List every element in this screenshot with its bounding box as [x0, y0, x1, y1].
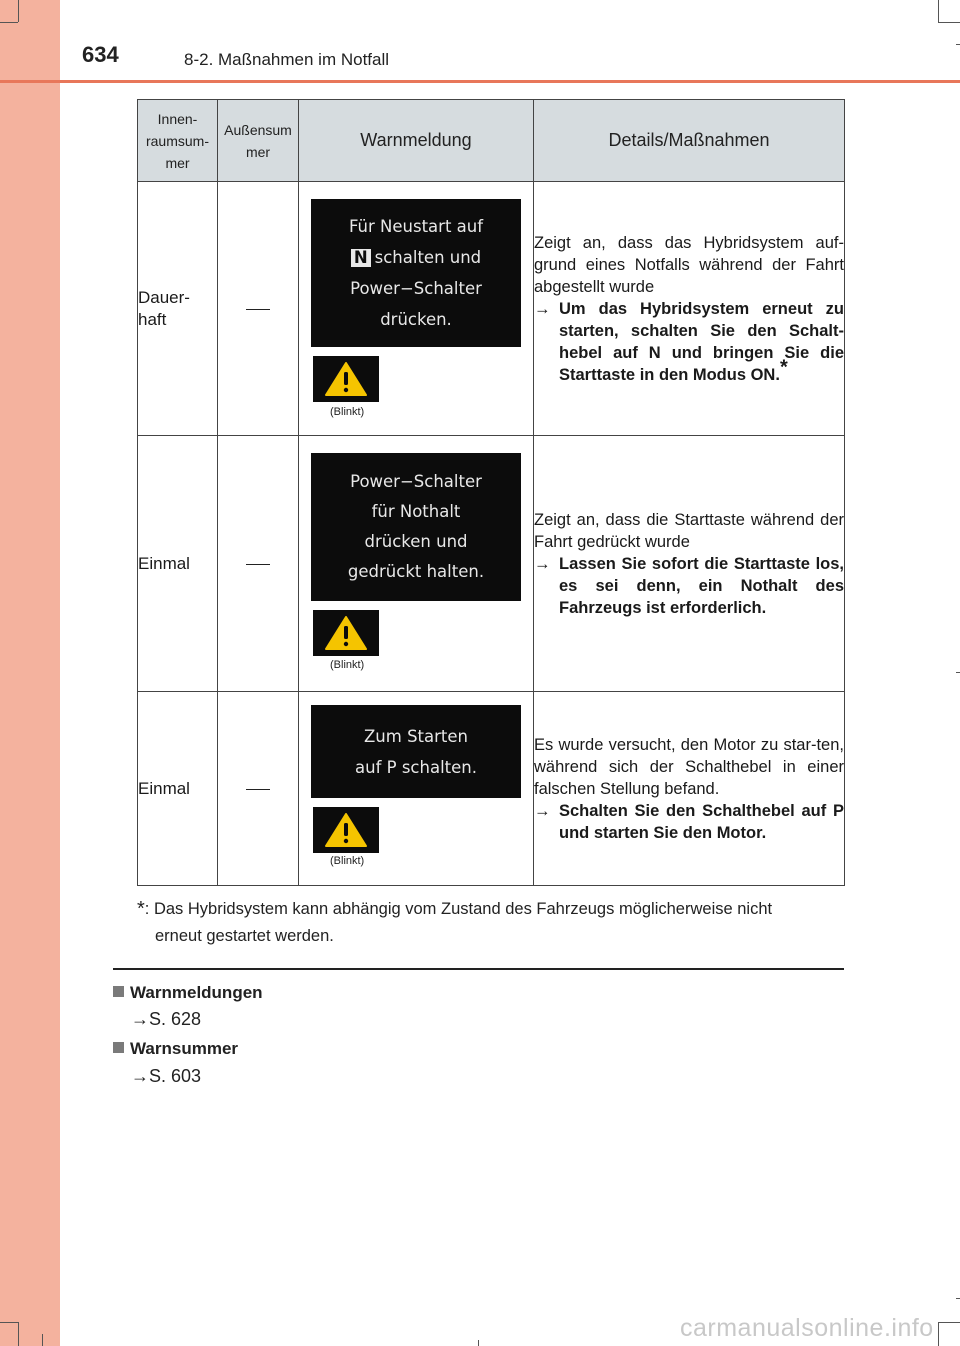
header-outer-buzzer: Außensum mer	[218, 100, 299, 182]
outer-buzzer-cell	[218, 436, 299, 692]
footnote: *: Das Hybridsystem kann abhängig vom Zustand des Fahrzeugs möglicherweise nicht erneut gestartet werden.	[137, 898, 773, 945]
crop-mark	[938, 22, 960, 23]
details-cell: Zeigt an, dass die Starttaste während der Fahrt gedrückt wurde → Lassen Sie sofort die Starttaste los, es sei denn, ein Nothalt des Fahrzeugs ist erforderlich.	[534, 436, 845, 692]
footnote-star: *	[137, 898, 145, 920]
message-cell	[299, 436, 534, 692]
warning-light	[313, 610, 379, 656]
side-band	[0, 0, 60, 1346]
square-bullet-icon	[113, 1042, 124, 1053]
page-reference-link[interactable]: →S. 628	[131, 1009, 202, 1029]
crop-mark	[478, 1340, 479, 1346]
crop-mark	[18, 0, 19, 22]
crop-mark	[956, 1298, 960, 1299]
table-row	[138, 436, 845, 692]
warning-light	[313, 807, 379, 853]
crop-mark	[42, 1334, 43, 1346]
details-cell: Zeigt an, dass das Hybridsystem auf-grund eines Notfalls während der Fahrt abgestellt wurde → Um das Hybridsystem erneut zu starten, schalten Sie den Schalt-hebel auf N und bringen Sie die Starttaste in den Modus ON.*	[534, 182, 845, 436]
section-title: 8-2. Maßnahmen im Notfall	[184, 50, 390, 69]
footnote-mark: *	[779, 356, 788, 378]
inner-buzzer-cell: Einmal	[138, 436, 218, 692]
arrow-icon: →	[534, 801, 551, 820]
n-position-badge: N	[351, 249, 371, 267]
warning-triangle-icon	[324, 812, 368, 848]
watermark: carmanualsonline.info	[680, 1314, 934, 1342]
crop-mark	[938, 1322, 939, 1346]
table-header-row	[138, 100, 845, 182]
warning-message-display: Zum Starten auf P schalten.	[311, 705, 521, 798]
crop-mark	[0, 22, 18, 23]
header-inner-buzzer: Innen- raumsum- mer	[138, 100, 218, 182]
arrow-icon: →	[534, 299, 551, 318]
section-divider	[113, 968, 844, 970]
blink-label: (Blinkt)	[330, 659, 365, 671]
dash-mark	[246, 789, 270, 790]
message-cell	[299, 692, 534, 886]
dash-mark	[246, 309, 270, 310]
crop-mark	[938, 0, 939, 22]
details-cell: Es wurde versucht, den Motor zu star-ten, während sich der Schalthebel in einer falschen Stellung befand. → Schalten Sie den Schalthebel auf P und starten Sie den Motor.	[534, 692, 845, 886]
warning-triangle-icon	[324, 361, 368, 397]
warning-message-display: Für Neustart auf N schalten und Power−Schalter drücken.	[311, 199, 521, 347]
crop-mark	[938, 1322, 960, 1323]
table-row	[138, 692, 845, 886]
header-message: Warnmeldung	[299, 100, 534, 182]
outer-buzzer-cell	[218, 182, 299, 436]
crop-mark	[956, 44, 960, 45]
warning-triangle-icon	[324, 615, 368, 651]
note-heading-warnsummer: Warnsummer	[113, 1039, 238, 1059]
page-reference-link[interactable]: →S. 603	[131, 1066, 202, 1086]
crop-mark	[18, 1322, 19, 1346]
inner-buzzer-cell: Dauer- haft	[138, 182, 218, 436]
warning-table	[137, 99, 845, 886]
warning-message-display: Power−Schalter für Nothalt drücken und gedrückt halten.	[311, 453, 521, 601]
crop-mark	[956, 672, 960, 673]
warning-light	[313, 356, 379, 402]
arrow-icon: →	[534, 554, 551, 573]
message-cell	[299, 182, 534, 436]
crop-mark	[0, 1322, 18, 1323]
blink-label: (Blinkt)	[330, 406, 365, 418]
table-row	[138, 182, 845, 436]
blink-label: (Blinkt)	[330, 855, 365, 867]
note-heading-warnmeldungen: Warnmeldungen	[113, 983, 263, 1003]
inner-buzzer-cell: Einmal	[138, 692, 218, 886]
dash-mark	[246, 564, 270, 565]
header-details: Details/Maßnahmen	[534, 100, 845, 182]
page-number: 634	[82, 42, 119, 67]
outer-buzzer-cell	[218, 692, 299, 886]
square-bullet-icon	[113, 986, 124, 997]
header-rule	[0, 80, 960, 83]
